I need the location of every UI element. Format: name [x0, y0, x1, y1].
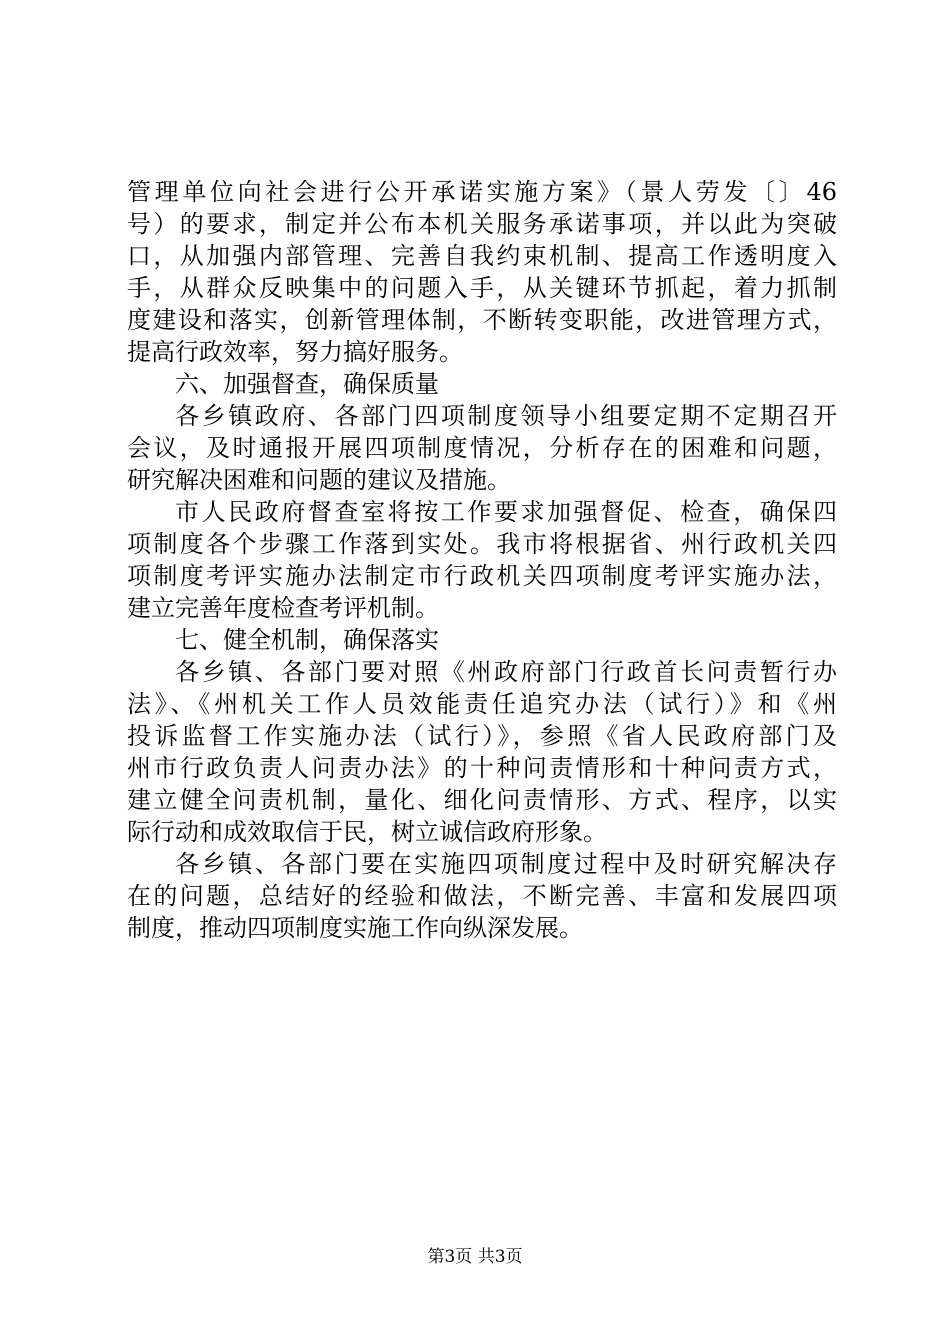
body-text-line: 建立完善年度检查考评机制。 — [127, 594, 439, 622]
body-text-line: 会议，及时通报开展四项制度情况，分析存在的困难和问题， — [127, 434, 837, 462]
body-text-line: 手，从群众反映集中的问题入手，从关键环节抓起，着力抓制 — [127, 274, 837, 302]
body-text-line: 管理单位向社会进行公开承诺实施方案》（景人劳发〔〕46 — [127, 178, 837, 206]
page-footer: 第3页 共3页 — [427, 1247, 523, 1267]
body-text-line: 建立健全问责机制，量化、细化问责情形、方式、程序，以实 — [127, 786, 837, 814]
body-text-line: 号）的要求，制定并公布本机关服务承诺事项，并以此为突破 — [127, 210, 837, 238]
body-text-line: 各乡镇政府、各部门四项制度领导小组要定期不定期召开 — [175, 402, 837, 430]
body-text-line: 口，从加强内部管理、完善自我约束机制、提高工作透明度入 — [127, 242, 837, 270]
body-text-line: 州市行政负责人问责办法》的十种问责情形和十种问责方式， — [127, 754, 837, 782]
body-text-line: 法》、《州机关工作人员效能责任追究办法（试行）》和《州 — [127, 690, 837, 718]
body-text-line: 项制度考评实施办法制定市行政机关四项制度考评实施办法， — [127, 562, 837, 590]
section-heading: 六、加强督查，确保质量 — [175, 370, 439, 398]
body-text-line: 市人民政府督查室将按工作要求加强督促、检查，确保四 — [175, 498, 837, 526]
body-text-line: 提高行政效率，努力搞好服务。 — [127, 338, 463, 366]
body-text-line: 制度，推动四项制度实施工作向纵深发展。 — [127, 914, 583, 942]
body-text-line: 际行动和成效取信于民，树立诚信政府形象。 — [127, 818, 607, 846]
section-heading: 七、健全机制，确保落实 — [175, 626, 439, 654]
body-text-line: 投诉监督工作实施办法（试行）》，参照《省人民政府部门及 — [127, 722, 837, 750]
body-text-line: 度建设和落实，创新管理体制，不断转变职能，改进管理方式， — [127, 306, 837, 334]
body-text-line: 项制度各个步骤工作落到实处。我市将根据省、州行政机关四 — [127, 530, 837, 558]
body-text-line: 研究解决困难和问题的建议及措施。 — [127, 466, 511, 494]
document-body — [127, 176, 837, 944]
body-text-line: 各乡镇、各部门要对照《州政府部门行政首长问责暂行办 — [175, 658, 837, 686]
body-text-line: 各乡镇、各部门要在实施四项制度过程中及时研究解决存 — [175, 850, 837, 878]
body-text-line: 在的问题，总结好的经验和做法，不断完善、丰富和发展四项 — [127, 882, 837, 910]
